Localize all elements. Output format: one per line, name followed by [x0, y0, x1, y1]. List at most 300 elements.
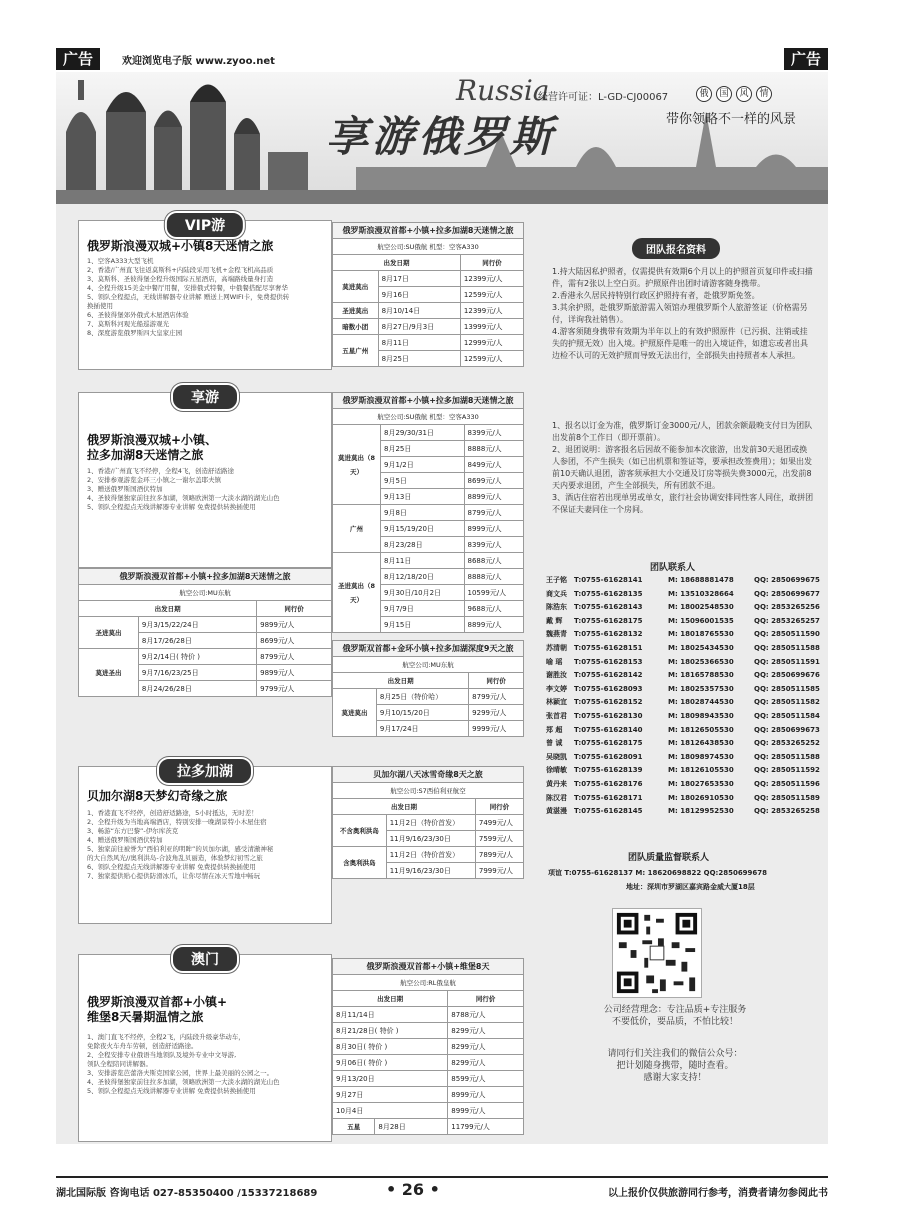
table-airline: 航空公司:S7西伯利亚航空 [333, 783, 524, 799]
contact-name: 陈浩东 [546, 603, 567, 612]
feature-item: 2、全程升级为当地高端酒店，特别安排一晚湖景特小木屋住宿 [87, 818, 267, 826]
qc-contact-row: 项谊 T:0755-61628137 M: 18620698822 QQ:2850699678 [548, 869, 768, 877]
date-cell: 11月9/16/23/30日 [386, 831, 475, 847]
feature-item: 5、领队全程提点无线讲解器专业讲解 免费提供转换插使用 [87, 1087, 256, 1095]
circle-char: 俄 [696, 86, 712, 102]
price-cell: 7499元/人 [475, 815, 523, 831]
banner-slogan: 带你领略不一样的风景 [666, 112, 797, 127]
feature-item: 3、赠送俄罗斯国酒伏特加 [87, 485, 163, 493]
contact-qq: QQ: 2850511591 [754, 657, 820, 666]
rule-paragraph: 2、退团说明：游客报名后因故不能参加本次旅游，出发前30天退团或换人参团，不产生损失（如已出机票和签证等，要承担改签费用）；如果出发前10天确认退团，游客须承担大小交通及订房等损失费3000元，出发前8天内要求退团，产生全部损失，所有团款不退。 [552, 445, 812, 490]
price-cell: 8888元/人 [464, 441, 524, 457]
date-cell: 9月7/9日 [381, 601, 465, 617]
feature-item: 6、圣彼得堡郊外俄式木屋酒店体验 [87, 311, 189, 319]
registration-head: 团队报名资料 [632, 238, 720, 259]
table-row [79, 649, 332, 665]
table-row [333, 1119, 524, 1135]
rule-paragraph: 3、酒店住宿若出现单男或单女，旅行社会协调安排同性客人同住，敢拼团不保证夫妻同住一个房间。 [552, 493, 814, 514]
table-title: 俄罗斯浪漫双首都+小镇+拉多加湖8天迷情之旅 [333, 393, 524, 409]
feature-item: 5、独家前往被誉为“西伯利亚的明眸”的贝加尔湖，感受清澈神秘 [87, 845, 274, 853]
price-cell: 12399元/人 [460, 303, 523, 319]
contact-qq: QQ: 2850699675 [754, 576, 820, 584]
date-cell: 8月30日( 特价 ) [333, 1039, 448, 1055]
price-cell: 13999元/人 [460, 319, 523, 335]
col-date-header: 出发日期 [333, 799, 476, 815]
date-cell: 9月1/2日 [381, 457, 465, 473]
group-cell: 五星 [333, 1119, 375, 1135]
contact-name: 陈汉君 [546, 793, 567, 802]
wechat-qr-code[interactable] [612, 908, 702, 998]
feature-item: 1、香港直飞不经停，创造舒适路途，5小时抵达，无时差！ [87, 809, 258, 817]
date-cell: 9月30日/10月2日 [381, 585, 465, 601]
group-cell: 圣进莫出（8天） [333, 553, 381, 633]
group-cell: 圣进莫出 [333, 303, 379, 319]
col-price-header: 同行价 [475, 799, 523, 815]
table-header-row [333, 991, 524, 1007]
feature-item: 2、安排参观游览金环三小镇之一谢尔盖耶夫镇 [87, 476, 222, 484]
contact-row [546, 628, 828, 642]
price-cell: 8799元/人 [257, 649, 332, 665]
contact-row [546, 764, 828, 778]
xiangyou-feature-list [87, 467, 325, 512]
macau-route-title: 俄罗斯浪漫双首都+小镇+ 维堡8天暑期温情之旅 [87, 995, 228, 1024]
table-row [333, 271, 524, 287]
contact-row [546, 778, 828, 792]
banner [56, 72, 828, 204]
table-airline: 航空公司:SU俄航 机型：空客A330 [333, 239, 524, 255]
qc-title: 团队质量监督联系人 [628, 853, 710, 863]
banner-title: 享游俄罗斯 [326, 112, 557, 161]
contact-qq: QQ: 2850699673 [754, 725, 820, 734]
contact-name: 李文婷 [546, 684, 567, 693]
feature-item: 领队全程陪同讲解器。 [87, 1060, 152, 1068]
price-cell: 8599元/人 [448, 1071, 524, 1087]
macau-feature-list [87, 1033, 325, 1096]
contact-row [546, 669, 828, 683]
contact-mobile: M: 18027653530 [668, 779, 734, 788]
date-cell: 8月27日/9月3日 [378, 319, 460, 335]
circle-char: 国 [716, 86, 732, 102]
group-cell: 暗数小团 [333, 319, 379, 335]
feature-item: 3、莫斯科、圣彼得堡全程升级国际五星酒店，高端路线量身打造 [87, 275, 274, 283]
baikal-section-head: 拉多加湖 [157, 757, 253, 785]
contact-tel: T:0755-61628151 [574, 643, 643, 652]
price-cell: 8799元/人 [464, 505, 524, 521]
feature-item: 4、圣彼得堡独家前往拉多加湖，领略欧洲第一大淡水湖的湖光山色 [87, 494, 280, 502]
contact-row [546, 588, 828, 602]
contact-mobile: M: 18026910530 [668, 793, 734, 802]
contact-name: 王子铭 [546, 576, 567, 584]
license-number: 经营许可证：L-GD-CJ00067 [538, 92, 669, 103]
table-title: 俄罗斯浪漫双首都+小镇+拉多加湖8天迷情之旅 [79, 569, 332, 585]
contact-mobile: M: 18025357530 [668, 684, 734, 693]
feature-item: 换插使用 [87, 302, 113, 310]
group-cell: 莫进莫出 [333, 689, 377, 737]
contact-mobile: M: 18126438530 [668, 739, 734, 748]
feature-item: 6、领队全程提点无线讲解器专业讲解 免费提供转换插使用 [87, 863, 256, 871]
date-cell: 8月11日 [378, 335, 460, 351]
macau-panel [78, 954, 332, 1142]
booking-rules [552, 420, 814, 516]
table-row [333, 1055, 524, 1071]
note-paragraph: 4.游客须随身携带有效期为半年以上的有效护照原件（已污损、注销或挂失的护照无效）出入境。护照原件是唯一的出入境证件，如遗忘或者出具边检不认可的无效护照而导致无法出行，全部损失由持照者本人承担。 [552, 327, 808, 360]
table-row [333, 815, 524, 831]
table-title: 贝加尔湖八天冰雪奇缘8天之旅 [333, 767, 524, 783]
macau-section-head: 澳门 [171, 945, 239, 973]
price-cell: 8299元/人 [448, 1039, 524, 1055]
xiangyou-route-title: 俄罗斯浪漫双城+小镇、 拉多加湖8天迷情之旅 [87, 433, 218, 462]
contact-row [546, 601, 828, 615]
date-cell: 8月10/14日 [378, 303, 460, 319]
date-cell: 8月28日 [375, 1119, 448, 1135]
table-row [333, 1007, 524, 1023]
contact-row [546, 696, 828, 710]
price-cell: 8688元/人 [464, 553, 524, 569]
vip-feature-list [87, 257, 325, 338]
feature-item: 4、全程升级15美金中餐厅用餐，安排俄式特餐，中俄餐搭配尽享奢华 [87, 284, 288, 292]
contact-name: 黄湛漫 [546, 807, 567, 816]
circle-chars [696, 86, 772, 102]
feature-item: 1、空客A333大型飞机 [87, 257, 154, 265]
xiangyou-price-table [332, 392, 524, 633]
table-airline: 航空公司:MU东航 [333, 657, 524, 673]
date-cell: 9月16日 [378, 287, 460, 303]
group-cell: 圣进莫出 [79, 617, 139, 649]
contact-mobile: M: 18098974530 [668, 752, 734, 761]
contact-mobile: M: 18126505530 [668, 725, 734, 734]
price-cell: 8299元/人 [448, 1023, 524, 1039]
contact-mobile: M: 13510328664 [668, 589, 734, 598]
contact-qq: QQ: 2850699677 [754, 589, 820, 598]
contact-mobile: M: 18028744530 [668, 698, 734, 707]
table-airline: 航空公司:MU东航 [79, 585, 332, 601]
table-row [333, 1023, 524, 1039]
table-row [333, 425, 524, 441]
date-cell: 9月8日 [381, 505, 465, 521]
group-cell: 莫进莫出 [333, 271, 379, 303]
col-date-header: 出发日期 [79, 601, 257, 617]
table-row [79, 617, 332, 633]
col-date-header: 出发日期 [333, 991, 448, 1007]
ad-tag-right: 广告 [784, 48, 828, 70]
vip-route-title: 俄罗斯浪漫双城+小镇8天迷情之旅 [87, 239, 274, 253]
contact-row [546, 642, 828, 656]
contact-tel: T:0755-61628152 [574, 698, 643, 707]
contact-row [546, 683, 828, 697]
contacts-list [546, 574, 828, 819]
feature-item: 3、畅游“东方巴黎”-伊尔库茨克 [87, 827, 179, 835]
xiangyou-panel [78, 392, 332, 568]
note-paragraph: 1.持大陆因私护照者，仅需提供有效期6个月以上的护照首页复印件或扫描件，需有2张以上空白页。护照原件出团时请游客随身携带。 [552, 267, 813, 288]
contact-qq: QQ: 2853265257 [754, 616, 820, 625]
contact-tel: T:0755-61628093 [574, 684, 643, 693]
company-address: 地址：深圳市罗湖区嘉宾路金威大厦18层 [626, 883, 755, 891]
price-cell: 9799元/人 [257, 681, 332, 697]
table-row [333, 1103, 524, 1119]
price-cell: 12599元/人 [460, 351, 523, 367]
macau-price-table [332, 958, 524, 1135]
date-cell: 8月29/30/31日 [381, 425, 465, 441]
price-cell: 8999元/人 [464, 521, 524, 537]
contact-row [546, 724, 828, 738]
contact-mobile: M: 18025434530 [668, 643, 734, 652]
circle-char: 情 [756, 86, 772, 102]
date-cell: 10月4日 [333, 1103, 448, 1119]
contact-tel: T:0755-61628132 [574, 630, 643, 639]
contact-name: 喻 瑶 [546, 657, 563, 666]
contact-name: 谢胜汝 [546, 671, 567, 680]
contact-tel: T:0755-61628130 [574, 711, 643, 720]
contact-tel: T:0755-61628139 [574, 766, 643, 775]
price-cell: 7599元/人 [475, 831, 523, 847]
contact-row [546, 710, 828, 724]
table-row [333, 303, 524, 319]
date-cell: 8月12/18/20日 [381, 569, 465, 585]
col-date-header: 出发日期 [333, 255, 461, 271]
table-row [333, 1039, 524, 1055]
contact-mobile: M: 15096001535 [668, 616, 734, 625]
contact-row [546, 656, 828, 670]
contact-name: 吴晓凯 [546, 752, 567, 761]
contact-qq: QQ: 2850511582 [754, 698, 820, 707]
contact-mobile: M: 18098943530 [668, 711, 734, 720]
table-title: 俄罗斯双首都+金环小镇+拉多加湖深度9天之旅 [333, 641, 524, 657]
contact-qq: QQ: 2850511588 [754, 643, 820, 652]
note-paragraph: 3.其余护照，赴俄罗斯旅游需入领馆办理俄罗斯个人旅游签证（价格需另付，详询我社销售）。 [552, 303, 808, 324]
price-cell: 8299元/人 [448, 1055, 524, 1071]
xiangyou-mu-price-table [78, 568, 332, 697]
col-price-header: 同行价 [257, 601, 332, 617]
price-cell: 8499元/人 [464, 457, 524, 473]
contact-row [546, 737, 828, 751]
contact-mobile: M: 18126105530 [668, 766, 734, 775]
contact-qq: QQ: 2850511584 [754, 711, 820, 720]
date-cell: 9月15日 [381, 617, 465, 633]
date-cell: 8月25日（特价哈） [376, 689, 468, 705]
table-row [333, 689, 524, 705]
contact-row [546, 805, 828, 819]
welcome-text[interactable]: 欢迎浏览电子版 www.zyoo.net [122, 56, 275, 67]
date-cell: 9月15/19/20日 [381, 521, 465, 537]
date-cell: 11月2日（特价首发） [386, 815, 475, 831]
wechat-follow-text: 请同行们关注我们的微信公众号： 把计划随身携带，随时查看。 感谢大家支持！ [607, 1049, 743, 1083]
baikal-price-table [332, 766, 524, 879]
contact-mobile: M: 18688881478 [668, 576, 734, 584]
contact-tel: T:0755-61628141 [574, 576, 643, 584]
vip-panel [78, 220, 332, 370]
price-cell: 9688元/人 [464, 601, 524, 617]
price-cell: 8999元/人 [448, 1087, 524, 1103]
price-cell: 8899元/人 [464, 617, 524, 633]
date-cell: 8月25日 [381, 441, 465, 457]
contact-qq: QQ: 2853265256 [754, 603, 820, 612]
price-cell: 8699元/人 [257, 633, 332, 649]
date-cell: 9月7/16/23/25日 [138, 665, 256, 681]
contact-mobile: M: 18165788530 [668, 671, 734, 680]
date-cell: 9月2/14日( 特价 ) [138, 649, 256, 665]
table-row [333, 1087, 524, 1103]
contact-qq: QQ: 2850511589 [754, 793, 820, 802]
price-cell: 9999元/人 [469, 721, 524, 737]
group-cell: 莫进圣出 [79, 649, 139, 697]
contact-row [546, 615, 828, 629]
feature-item: 4、圣彼得堡独家前往拉多加湖，领略欧洲第一大淡水湖的湖光山色 [87, 1078, 280, 1086]
group-cell: 莫进莫出（8天） [333, 425, 381, 505]
contact-name: 商文兵 [546, 589, 567, 598]
contact-tel: T:0755-61628176 [574, 779, 643, 788]
date-cell: 8月11日 [381, 553, 465, 569]
feature-item: 5、领队全程提点无线讲解器专业讲解 免费提供转换插使用 [87, 503, 256, 511]
page-footer [56, 1176, 828, 1202]
price-cell: 12599元/人 [460, 287, 523, 303]
price-cell: 12399元/人 [460, 271, 523, 287]
russia-word: Russia [456, 74, 550, 107]
group-cell: 广州 [333, 505, 381, 553]
feature-item: 5、领队全程提点，无线讲解器专业讲解 赠送上网WIFI卡，免费提供转 [87, 293, 290, 301]
contact-qq: QQ: 2850699676 [754, 671, 820, 680]
table-row [333, 319, 524, 335]
price-cell: 9899元/人 [257, 617, 332, 633]
price-cell: 9899元/人 [257, 665, 332, 681]
price-cell: 8899元/人 [464, 489, 524, 505]
date-cell: 8月24/26/28日 [138, 681, 256, 697]
contact-qq: QQ: 2850511585 [754, 684, 820, 693]
table-title: 俄罗斯浪漫双首都+小镇+维堡8天 [333, 959, 524, 975]
feature-item: 1、香港/广州直飞不经停，全程4飞，创造舒适路途 [87, 467, 234, 475]
table-title: 俄罗斯浪漫双首都+小镇+拉多加湖8天迷情之旅 [333, 223, 524, 239]
feature-item: 3、安排游览芭蕾洛夫斯克国家公园，世界上最美丽的公园之一。 [87, 1069, 274, 1077]
footer-contact: 湖北国际版 咨询电话 027-85350400 /15337218689 [56, 1188, 318, 1199]
col-date-header: 出发日期 [333, 673, 469, 689]
table-airline: 航空公司:SU俄航 机型：空客A330 [333, 409, 524, 425]
table-airline: 航空公司:RL俄皇航 [333, 975, 524, 991]
contact-mobile: M: 18002548530 [668, 603, 734, 612]
date-cell: 9月27日 [333, 1087, 448, 1103]
date-cell: 9月3/15/22/24日 [138, 617, 256, 633]
table-header-row [333, 673, 524, 689]
date-cell: 8月11/14日 [333, 1007, 448, 1023]
feature-item: 2、香港/广州直飞往返莫斯科+内陆段采用飞机+金程飞机高品质 [87, 266, 274, 274]
table-header-row [333, 255, 524, 271]
baikal-panel [78, 766, 332, 924]
price-cell: 8799元/人 [469, 689, 524, 705]
date-cell: 9月06日( 特价 ) [333, 1055, 448, 1071]
date-cell: 8月17日 [378, 271, 460, 287]
feature-item: 4、赠送俄罗斯国酒伏特加 [87, 836, 163, 844]
vip-price-table [332, 222, 524, 367]
contact-tel: T:0755-61628135 [574, 589, 643, 598]
group-cell: 五星广州 [333, 335, 379, 367]
price-cell: 8999元/人 [448, 1103, 524, 1119]
baikal-feature-list [87, 809, 325, 881]
table-row [333, 1071, 524, 1087]
registration-notes [552, 266, 814, 362]
contacts-title: 团队联系人 [650, 563, 696, 573]
contact-name: 魏燕青 [546, 630, 567, 639]
group-cell: 不含奥利洪岛 [333, 815, 387, 847]
contact-tel: T:0755-61628140 [574, 725, 643, 734]
feature-item: 1、澳门直飞不经停，全程2飞，内陆段升级豪华动车， [87, 1033, 245, 1041]
contact-qq: QQ: 2853265252 [754, 739, 820, 748]
contact-name: 曾 诚 [546, 739, 563, 748]
vip-section-head: VIP游 [165, 211, 245, 239]
company-philosophy: 公司经营理念：专注品质+专注服务 不要低价，要品质，不怕比较！ [603, 1005, 747, 1027]
contact-qq: QQ: 2850511588 [754, 752, 820, 761]
feature-item: 7、独家提供贴心提供防滑冰爪，让你尽情在冰天雪地中畅玩 [87, 872, 261, 880]
xiangyou-9day-price-table [332, 640, 524, 737]
contact-name: 张首君 [546, 711, 567, 720]
top-bar [56, 48, 828, 70]
feature-item: 的大自然风光//奥利洪岛-合波角乱贝丽造，体验梦幻初雪之旅 [87, 854, 263, 862]
circle-char: 风 [736, 86, 752, 102]
contact-tel: T:0755-61628145 [574, 807, 643, 816]
contact-qq: QQ: 2850511596 [754, 779, 820, 788]
date-cell: 11月2日（特价首发） [386, 847, 475, 863]
contact-name: 黄丹来 [546, 779, 567, 788]
feature-item: 免除夜火车舟车劳顿，创造舒适路途。 [87, 1042, 198, 1050]
baikal-route-title: 贝加尔湖8天梦幻奇缘之旅 [87, 789, 228, 803]
col-price-header: 同行价 [460, 255, 523, 271]
date-cell: 9月13日 [381, 489, 465, 505]
date-cell: 8月21/28日( 特价 ) [333, 1023, 448, 1039]
col-price-header: 同行价 [469, 673, 524, 689]
table-row [333, 505, 524, 521]
price-cell: 7999元/人 [475, 863, 523, 879]
contact-name: 苏清朝 [546, 643, 567, 652]
contact-name: 戴 辉 [546, 616, 563, 625]
contact-tel: T:0755-61628175 [574, 739, 643, 748]
price-cell: 8888元/人 [464, 569, 524, 585]
contact-qq: QQ: 2850511592 [754, 766, 820, 775]
contact-mobile: M: 18018765530 [668, 630, 734, 639]
price-cell: 12999元/人 [460, 335, 523, 351]
group-cell: 含奥利洪岛 [333, 847, 387, 879]
table-header-row [333, 799, 524, 815]
date-cell: 9月5日 [381, 473, 465, 489]
contact-mobile: M: 18025366530 [668, 657, 734, 666]
contact-tel: T:0755-61628091 [574, 752, 643, 761]
feature-item: 2、全程安排专业俄语当地领队及境外专业中文导游, [87, 1051, 237, 1059]
contact-tel: T:0755-61628142 [574, 671, 643, 680]
date-cell: 8月25日 [378, 351, 460, 367]
col-price-header: 同行价 [448, 991, 524, 1007]
price-cell: 8399元/人 [464, 425, 524, 441]
contact-qq: QQ: 2853265258 [754, 807, 820, 816]
qr-code-icon [613, 909, 701, 997]
price-cell: 8788元/人 [448, 1007, 524, 1023]
table-row [333, 335, 524, 351]
table-row [333, 553, 524, 569]
price-cell: 9299元/人 [469, 705, 524, 721]
contact-row [546, 792, 828, 806]
feature-item: 7、莫斯科河观光船巡游观光 [87, 320, 170, 328]
price-cell: 11799元/人 [448, 1119, 524, 1135]
contact-tel: T:0755-61628143 [574, 603, 643, 612]
price-cell: 8399元/人 [464, 537, 524, 553]
date-cell: 9月13/20日 [333, 1071, 448, 1087]
contact-name: 徐晴敏 [546, 766, 567, 775]
price-cell: 8699元/人 [464, 473, 524, 489]
contact-tel: T:0755-61628175 [574, 616, 643, 625]
date-cell: 9月17/24日 [376, 721, 468, 737]
date-cell: 8月17/26/28日 [138, 633, 256, 649]
contact-tel: T:0755-61628171 [574, 793, 643, 802]
feature-item: 8、深度游览俄罗斯四大皇家庄园 [87, 329, 183, 337]
contact-row [546, 574, 828, 588]
ad-tag-left: 广告 [56, 48, 100, 70]
note-paragraph: 2.香港永久居民持特别行政区护照持有者，赴俄罗斯免签。 [552, 291, 760, 300]
rule-paragraph: 1、报名以订金为准，俄罗斯订金3000元/人，团款余额最晚支付日为团队出发前8个工作日（即开票前）。 [552, 421, 813, 442]
